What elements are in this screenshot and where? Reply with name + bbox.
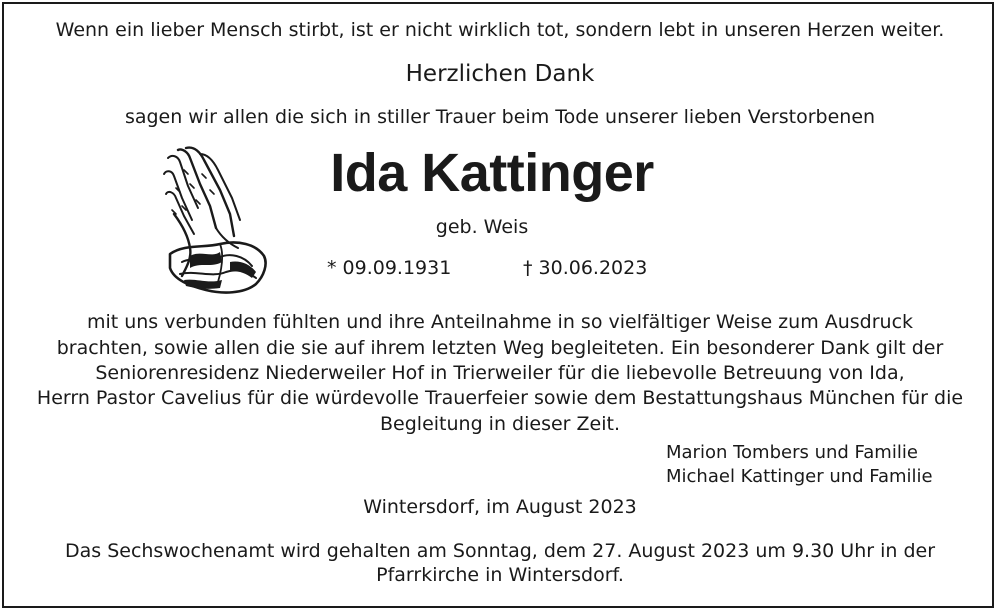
death-date: † 30.06.2023 — [523, 257, 648, 279]
body-text-line: Seniorenresidenz Niederweiler Hof in Trierweiler für die liebevolle Betreuung von Ida, — [95, 362, 905, 384]
signers-block — [666, 441, 933, 489]
service-text-line: Das Sechswochenamt wird gehalten am Sonntag, dem 27. August 2023 um 9.30 Uhr in der — [64, 540, 936, 562]
thanks-heading: Herzlichen Dank — [405, 61, 595, 87]
body-text-line: mit uns verbunden fühlten und ihre Anteilnahme in so vielfältiger Weise zum Ausdruck — [86, 311, 914, 333]
motto: Wenn ein lieber Mensch stirbt, ist er nicht wirklich tot, sondern lebt in unseren Herzen weiter. — [55, 19, 945, 41]
place-date: Wintersdorf, im August 2023 — [363, 496, 637, 518]
body-text-line: brachten, sowie allen die sie auf ihrem letzten Weg begleiteten. Ein besonderer Dank gilt der — [56, 337, 944, 359]
signer-name: Michael Kattinger und Familie — [666, 466, 933, 487]
signer-name: Marion Tombers und Familie — [666, 442, 918, 463]
intro-line: sagen wir allen die sich in stiller Trauer beim Tode unserer lieben Verstorbenen — [124, 106, 876, 128]
body-text-line: Begleitung in dieser Zeit. — [380, 413, 620, 435]
deceased-name: Ida Kattinger — [330, 143, 654, 203]
body-text-line: Herrn Pastor Cavelius für die würdevolle Trauerfeier sowie dem Bestattungshaus München für die — [36, 387, 964, 409]
birth-date: * 09.09.1931 — [327, 257, 452, 279]
service-text-line: Pfarrkirche in Wintersdorf. — [376, 564, 624, 586]
maiden-name: geb. Weis — [435, 216, 529, 238]
